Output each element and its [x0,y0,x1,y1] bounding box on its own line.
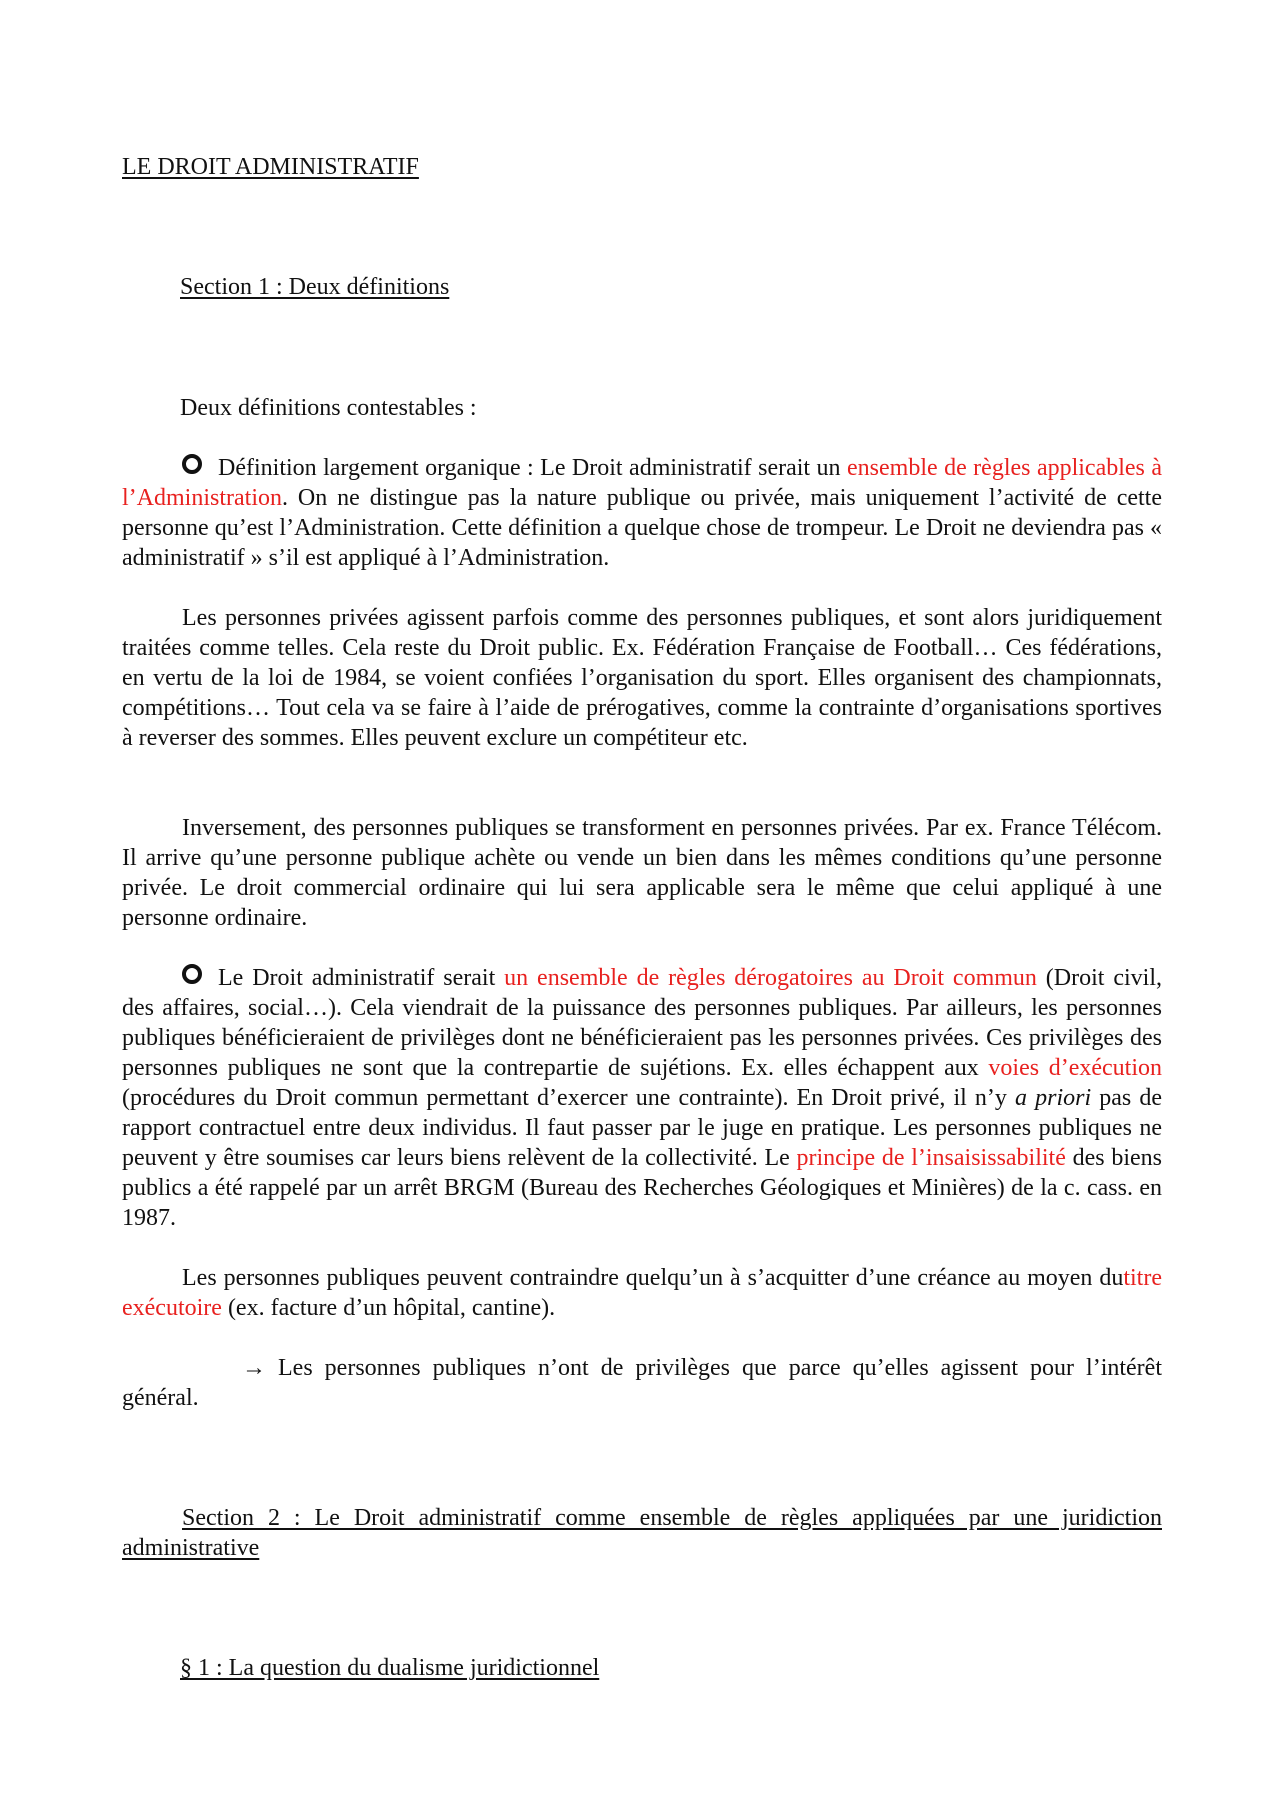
highlight-text: principe de l’insaisissabilité [796,1145,1066,1171]
right-arrow-icon: → [242,1355,266,1381]
highlight-text: voies d’exécution [988,1055,1163,1081]
private-persons-paragraph: Les personnes privées agissent parfois comme des personnes publiques, et sont alors juridiquement traitées comme telles. Cela reste du Droit public. Ex. Fédération Française de Football… Ces fédérations, en vertu de la loi de 1984, se voient confiées l’organisation du sport. Elles organisent des championnats, compétitions… Tout cela va se faire à l’aide de prérogatives, comme la contrainte d’organisations sportives à reverser des sommes. Elles peuvent exclure un compétiteur etc. [122,605,1162,751]
enforcement-title-paragraph: Les personnes publiques peuvent contraindre quelqu’un à s’acquitter d’une créance au moyen dutitre exécutoire (ex. facture d’un hôpital, cantine). [122,1265,1162,1321]
document-title: LE DROIT ADMINISTRATIF [122,154,419,180]
highlight-text: un ensemble de règles dérogatoires au Droit commun [504,965,1037,991]
definitions-intro: Deux définitions contestables : [180,395,477,421]
inversely-paragraph: Inversement, des personnes publiques se transforment en personnes privées. Par ex. France Télécom. Il arrive qu’une personne publique achète ou vende un bien dans les mêmes conditions qu’une personne privée. Le droit commercial ordinaire qui lui sera applicable sera le même que celui appliqué à une personne ordinaire. [122,815,1162,931]
definition-1-paragraph: Définition largement organique : Le Droit administratif serait un ensemble de règles applicables à l’Administration. On ne distingue pas la nature publique ou privée, mais uniquement l’activité de cette personne qu’est l’Administration. Cette définition a quelque chose de trompeur. Le Droit ne deviendra pas « administratif » s’il est appliqué à l’Administration. [122,455,1162,571]
section-1-heading: Section 1 : Deux définitions [180,274,450,300]
subsection-1-heading: § 1 : La question du dualisme juridictionnel [180,1655,600,1681]
highlight-text: ensemble de règles applicables à l’Administration [122,455,1162,511]
highlight-text: titre exécutoire [122,1265,1162,1321]
conclusion-paragraph: → Les personnes publiques n’ont de privilèges que parce qu’elles agissent pour l’intérêt général. [122,1355,1162,1411]
circle-bullet-icon [182,454,202,474]
italic-text: a priori [1015,1085,1092,1111]
section-2-heading: Section 2 : Le Droit administratif comme ensemble de règles appliquées par une juridiction administrative [122,1505,1162,1561]
definition-2-paragraph: Le Droit administratif serait un ensemble de règles dérogatoires au Droit commun (Droit civil, des affaires, social…). Cela viendrait de la puissance des personnes publiques. Par ailleurs, les personnes publiques bénéficieraient de privilèges dont ne bénéficieraient pas les personnes privées. Ces privilèges des personnes publiques ne sont que la contrepartie de sujétions. Ex. elles échappent aux voies d’exécution (procédures du Droit commun permettant d’exercer une contrainte). En Droit privé, il n’y a priori pas de rapport contractuel entre deux individus. Il faut passer par le juge en pratique. Les personnes publiques ne peuvent y être soumises car leurs biens relèvent de la collectivité. Le principe de l’insaisissabilité des biens publics a été rappelé par un arrêt BRGM (Bureau des Recherches Géologiques et Minières) de la c. cass. en 1987. [122,965,1163,1231]
circle-bullet-icon [182,964,202,984]
